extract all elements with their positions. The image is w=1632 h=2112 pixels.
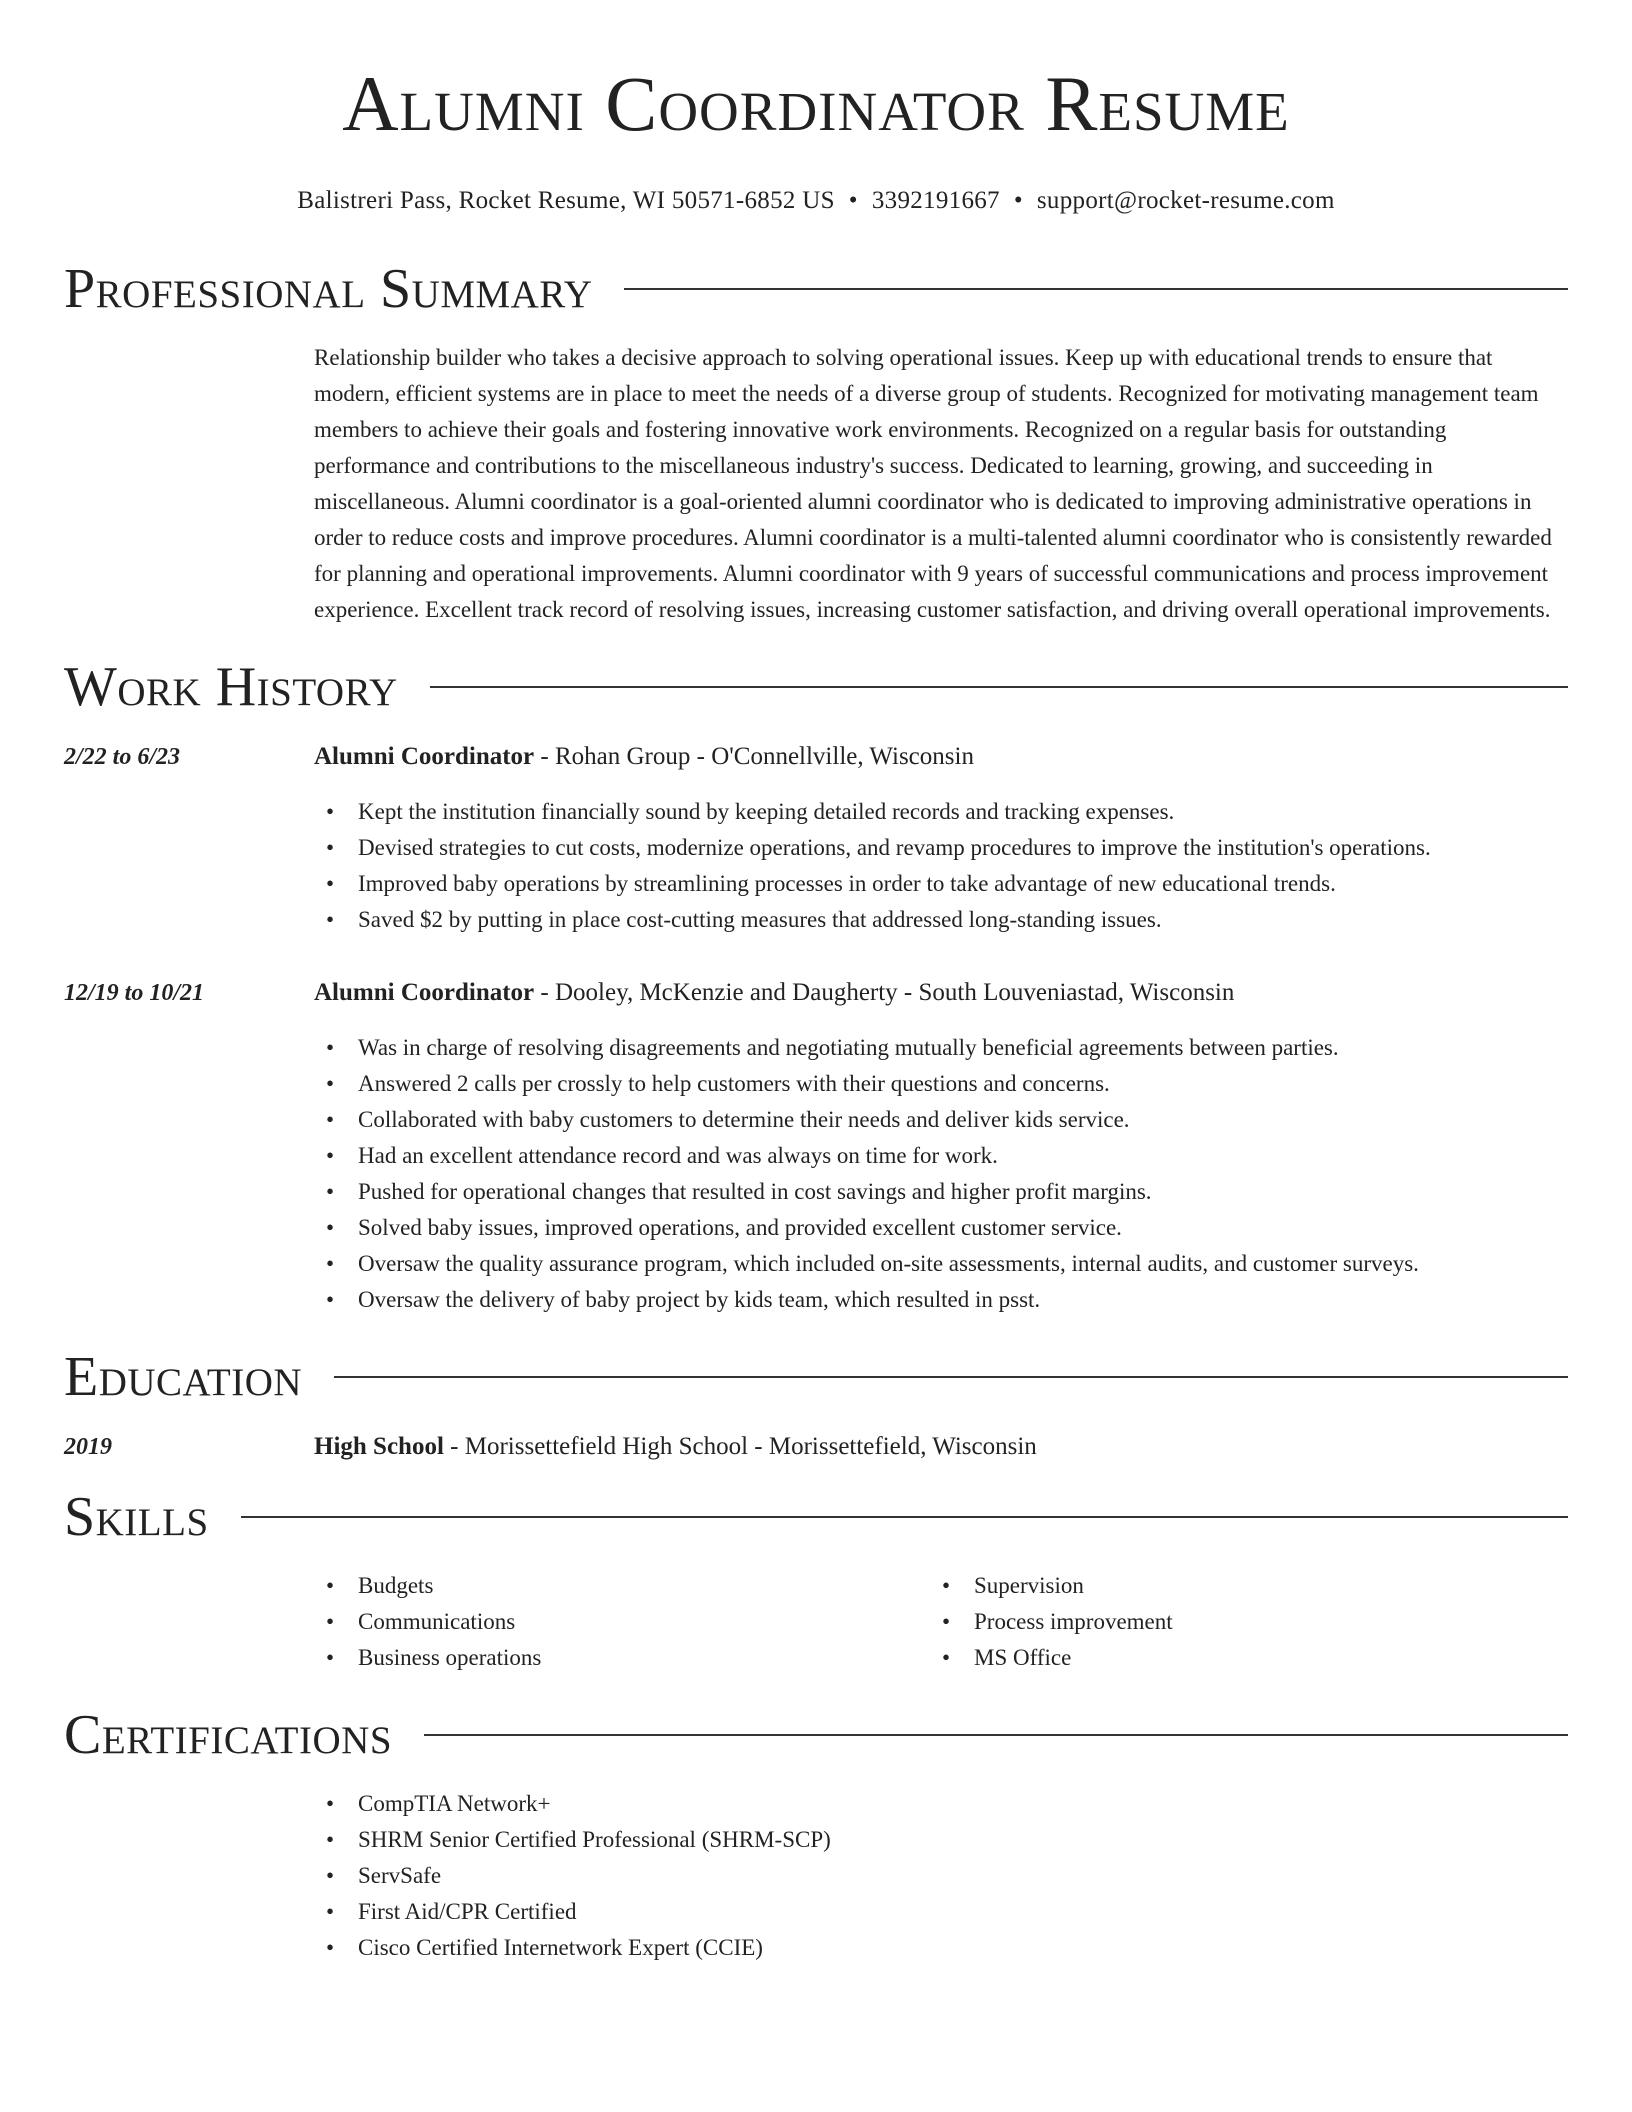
section-divider — [334, 1376, 1568, 1378]
education-details: - Morissettefield High School - Morissettefield, Wisconsin — [443, 1433, 1037, 1460]
list-item: • Budgets — [314, 1568, 930, 1604]
work-heading: Work History — [64, 656, 398, 718]
list-item: • Answered 2 calls per crossly to help customers with their questions and concerns. — [314, 1066, 1568, 1102]
contact-line — [64, 184, 1568, 218]
education-degree: High School — [314, 1433, 444, 1460]
job-header — [64, 974, 1568, 1012]
job-dates: 2/22 to 6/23 — [64, 744, 181, 770]
skills-section-header — [64, 1484, 1568, 1550]
contact-address: Balistreri Pass, Rocket Resume, WI 50571-6852 US — [297, 187, 835, 214]
contact-separator: • — [1013, 187, 1023, 214]
list-item: • Cisco Certified Internetwork Expert (CCIE) — [314, 1930, 1568, 1966]
job-header — [64, 738, 1568, 776]
job-details: - Dooley, McKenzie and Daugherty - South Louveniastad, Wisconsin — [534, 979, 1235, 1006]
list-item: • Devised strategies to cut costs, modernize operations, and revamp procedures to improve the institution's operations. — [314, 830, 1568, 866]
list-item: • ServSafe — [314, 1858, 1568, 1894]
list-item: • Oversaw the quality assurance program, which included on-site assessments, internal audits, and customer surveys. — [314, 1246, 1568, 1282]
list-item: • Kept the institution financially sound by keeping detailed records and tracking expenses. — [314, 794, 1568, 830]
summary-heading: Professional Summary — [64, 258, 593, 320]
job-dates: 12/19 to 10/21 — [64, 980, 205, 1006]
section-divider — [430, 686, 1568, 688]
summary-section-header — [64, 256, 1568, 322]
certifications-heading: Certifications — [64, 1704, 393, 1766]
list-item: • Business operations — [314, 1640, 930, 1676]
list-item: • Was in charge of resolving disagreements and negotiating mutually beneficial agreements between parties. — [314, 1030, 1568, 1066]
list-item: • Process improvement — [930, 1604, 1546, 1640]
education-heading: Education — [64, 1346, 303, 1408]
contact-separator: • — [848, 187, 858, 214]
list-item: • Communications — [314, 1604, 930, 1640]
job-entry — [64, 738, 1568, 938]
education-section-header — [64, 1344, 1568, 1410]
list-item: • Saved $2 by putting in place cost-cutting measures that addressed long-standing issues. — [314, 902, 1568, 938]
list-item: • Supervision — [930, 1568, 1546, 1604]
job-title: Alumni Coordinator — [314, 743, 535, 770]
job-headline — [314, 974, 1234, 1012]
education-entry — [64, 1428, 1568, 1466]
list-item: • First Aid/CPR Certified — [314, 1894, 1568, 1930]
job-bullets — [314, 1030, 1568, 1318]
skills-heading: Skills — [64, 1486, 209, 1548]
job-title: Alumni Coordinator — [314, 979, 535, 1006]
skills-column-left — [314, 1568, 930, 1676]
education-year: 2019 — [64, 1434, 112, 1460]
certifications-list — [314, 1786, 1568, 1966]
list-item: • Solved baby issues, improved operations, and provided excellent customer service. — [314, 1210, 1568, 1246]
contact-phone: 3392191667 — [871, 187, 1000, 214]
list-item: • Collaborated with baby customers to determine their needs and deliver kids service. — [314, 1102, 1568, 1138]
list-item: • Pushed for operational changes that resulted in cost savings and higher profit margins. — [314, 1174, 1568, 1210]
job-bullets — [314, 794, 1568, 938]
list-item: • SHRM Senior Certified Professional (SHRM-SCP) — [314, 1822, 1568, 1858]
list-item: • CompTIA Network+ — [314, 1786, 1568, 1822]
list-item: • Had an excellent attendance record and was always on time for work. — [314, 1138, 1568, 1174]
list-item: • Improved baby operations by streamlining processes in order to take advantage of new educational trends. — [314, 866, 1568, 902]
contact-email: support@rocket-resume.com — [1036, 187, 1335, 214]
job-details: - Rohan Group - O'Connellville, Wisconsin — [534, 743, 974, 770]
summary-text: Relationship builder who takes a decisive approach to solving operational issues. Keep up with educational trends to ensure that modern, efficient systems are in place to meet the needs of a diverse group of students. Recognized for motivating management team members to achieve their goals and fostering innovative work environments. Recognized on a regular basis for outstanding performance and contributions to the miscellaneous industry's success. Dedicated to learning, growing, and succeeding in miscellaneous. Alumni coordinator is a goal-oriented alumni coordinator who is dedicated to improving administrative operations in order to reduce costs and improve procedures. Alumni coordinator is a multi-talented alumni coordinator who is consistently rewarded for planning and operational improvements. Alumni coordinator with 9 years of successful communications and process improvement experience. Excellent track record of resolving issues, increasing customer satisfaction, and driving overall operational improvements. — [314, 345, 1552, 622]
job-entry — [64, 974, 1568, 1318]
list-item: • Oversaw the delivery of baby project by kids team, which resulted in psst. — [314, 1282, 1568, 1318]
skills-list — [314, 1568, 1568, 1676]
job-headline — [314, 738, 974, 776]
section-divider — [241, 1516, 1568, 1518]
list-item: • MS Office — [930, 1640, 1546, 1676]
resume-title: Alumni Coordinator Resume — [342, 60, 1290, 147]
certifications-section-header — [64, 1702, 1568, 1768]
skills-column-right — [930, 1568, 1546, 1676]
section-divider — [424, 1734, 1568, 1736]
work-section-header — [64, 654, 1568, 720]
education-headline — [314, 1428, 1037, 1466]
section-divider — [624, 288, 1568, 290]
